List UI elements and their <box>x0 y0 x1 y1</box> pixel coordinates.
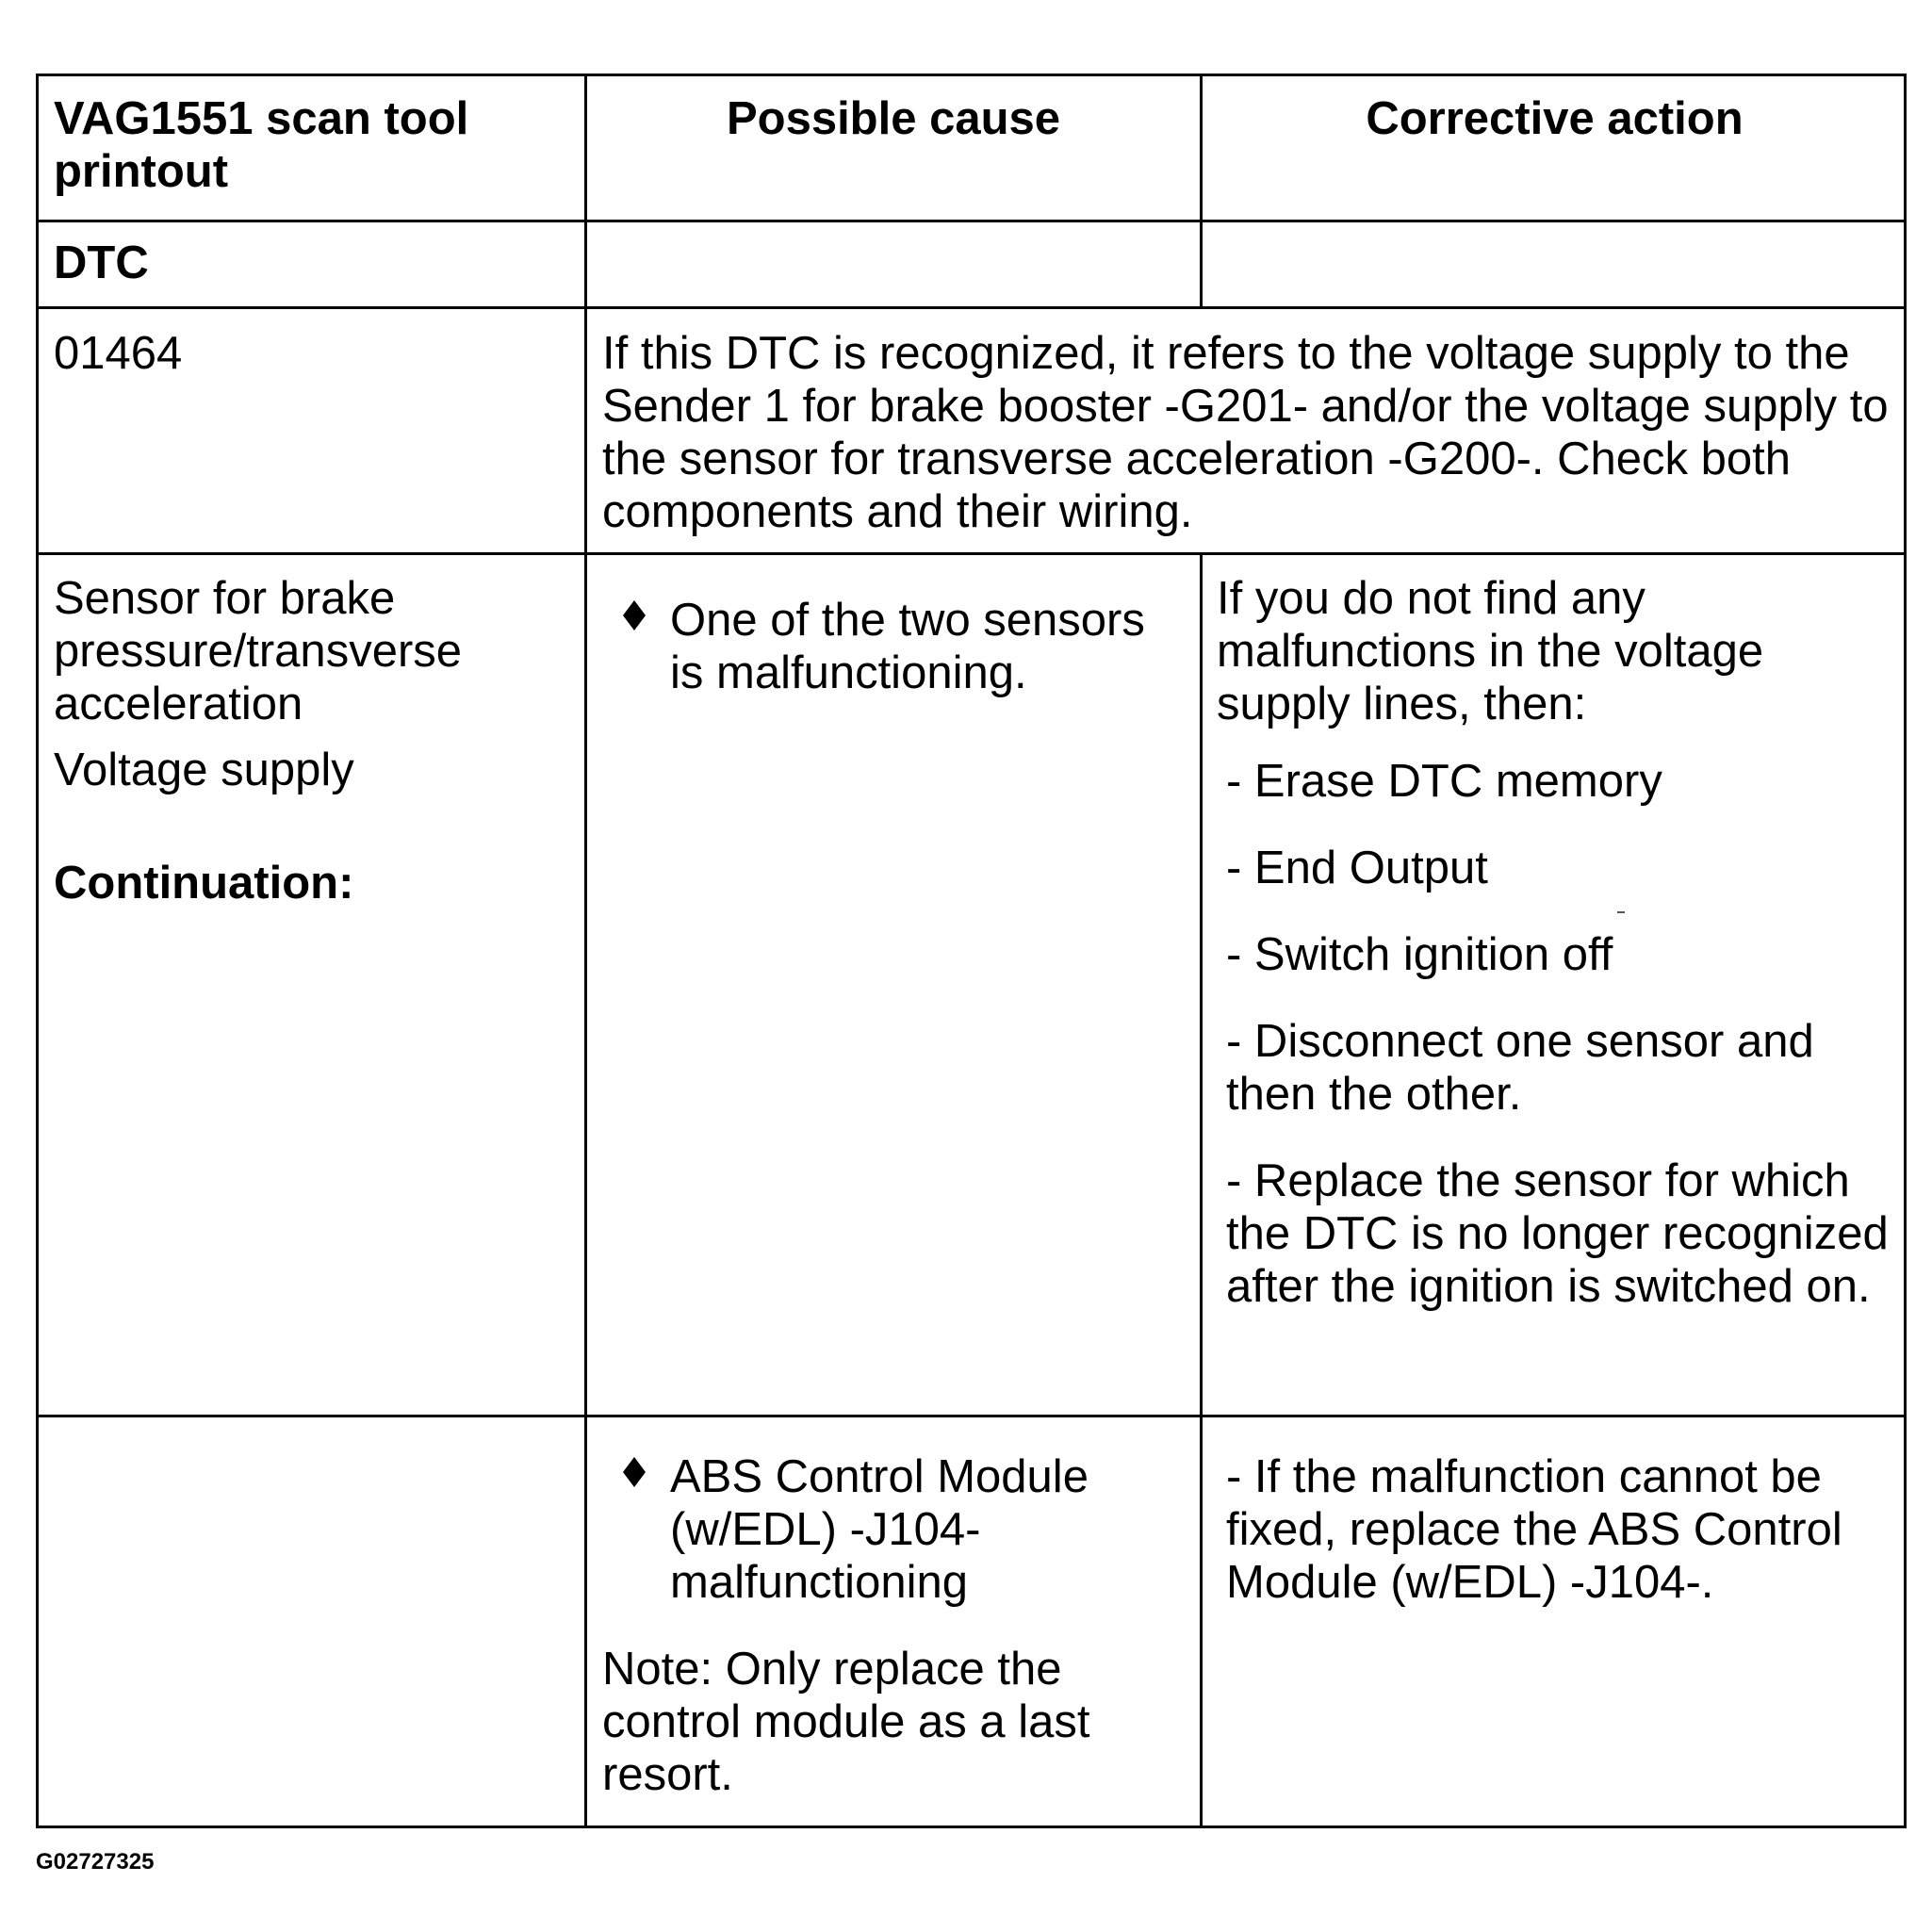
list-item: - Replace the sensor for which the DTC is no longer recognized after the ignition is switched on. <box>1226 1155 1889 1312</box>
sensor-name: Sensor for brake pressure/transverse acceleration <box>54 573 463 729</box>
list-item: - Disconnect one sensor and then the other. <box>1226 1016 1814 1120</box>
row-divider <box>39 1415 1904 1417</box>
diamond-bullet-icon <box>621 599 647 631</box>
column-divider <box>584 76 587 1826</box>
list-item: - Erase DTC memory <box>1226 756 1662 807</box>
sensor-cause <box>602 594 1187 699</box>
list-item: - End Output <box>1226 843 1488 893</box>
module-cause <box>602 1450 1187 1801</box>
header-printout: VAG1551 scan tool printout <box>54 93 469 197</box>
dtc-code: 01464 <box>54 328 183 379</box>
sensor-action <box>1217 572 1895 1313</box>
row-divider <box>39 306 1904 309</box>
header-corrective-action: Corrective action <box>1366 93 1744 144</box>
cause-note: Note: Only replace the control module as a last resort. <box>602 1644 1090 1800</box>
dtc-label: DTC <box>54 237 149 288</box>
list-item <box>602 1450 1160 1609</box>
scan-speck <box>1617 911 1625 913</box>
action-steps <box>1217 755 1895 1313</box>
row-divider <box>39 220 1904 222</box>
header-possible-cause: Possible cause <box>726 93 1061 144</box>
voltage-supply-label: Voltage supply <box>54 745 354 795</box>
continuation-label: Continuation: <box>54 858 354 909</box>
row-divider <box>39 552 1904 555</box>
dtc-description: If this DTC is recognized, it refers to the voltage supply to the Sender 1 for brake booster -G201- and/or the voltage supply to the sensor for transverse acceleration -G200-. Check both components and their wiring. <box>602 328 1889 537</box>
column-divider <box>1200 552 1203 1826</box>
figure-id: G02727325 <box>36 1849 155 1875</box>
action-intro: If you do not find any malfunctions in the voltage supply lines, then: <box>1217 573 1764 729</box>
module-action: - If the malfunction cannot be fixed, replace the ABS Control Module (w/EDL) -J104-. <box>1226 1451 1842 1608</box>
list-item: - Switch ignition off <box>1226 929 1613 980</box>
sensor-printout <box>54 572 572 909</box>
cause-text: One of the two sensors is malfunctioning. <box>670 595 1145 698</box>
list-item <box>602 594 1187 699</box>
dtc-table <box>36 74 1907 1828</box>
diamond-bullet-icon <box>621 1456 647 1488</box>
cause-text: ABS Control Module (w/EDL) -J104- malfunctioning <box>670 1451 1089 1608</box>
